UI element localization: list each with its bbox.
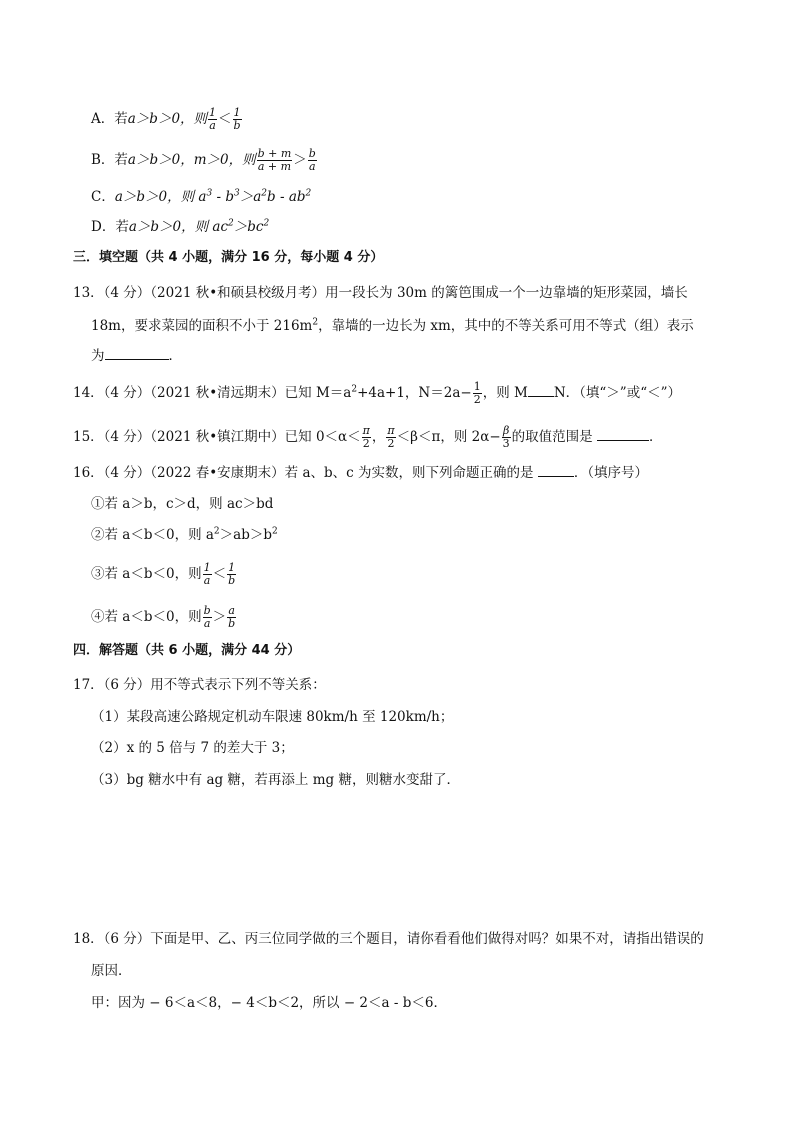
option-d-expression: a＞b＞0，则 $ac^2>bc^2$	[128, 218, 270, 235]
q16-item-3-fraction-1: $\frac{1}{a}$	[203, 561, 211, 587]
q15-fraction-3: $\frac{\beta}{3}$	[502, 424, 510, 450]
option-b-fraction-2: $\frac{b}{a}$	[308, 147, 316, 173]
q18-line-1: 18．（6 分）下面是甲、乙、丙三位同学做的三个题目，请你看看他们做得对吗？如果不对，请指出错误的	[73, 931, 704, 947]
q17-sub-3: （3）bg 糖水中有 ag 糖，若再添上 mg 糖，则糖水变甜了．	[91, 772, 460, 788]
q16-stem: 16．（4 分）（2022 春•安康期末）若 a、b、c 为实数，则下列命题正确的是 ．（填序号）	[73, 462, 648, 483]
q17-sub-1: （1）某段高速公路规定机动车限速 80km/h 至 120km/h；	[91, 709, 454, 725]
q16-item-4-fraction-1: $\frac{b}{a}$	[203, 604, 211, 630]
option-d-label: D．若	[91, 219, 129, 235]
option-b-condition: a＞b＞0，m＞0，则	[127, 152, 256, 168]
q17-stem: 17．（6 分）用不等式表示下列不等关系：	[73, 677, 326, 693]
option-c-expression: a＞b＞0，则 $a^3 - b^3>a^2b - ab^2$	[114, 188, 312, 205]
q14-fraction: $\frac{1}{2}$	[473, 380, 481, 406]
q16-item-4: ④若 a＜b＜0，则 $\frac{b}{a}$ ＞ $\frac{a}{b}$	[91, 604, 236, 630]
option-c	[91, 187, 311, 207]
q15-fraction-1: $\frac{\pi}{2}$	[362, 424, 370, 450]
option-a-fraction-2: $\frac{1}{b}$	[233, 106, 241, 132]
section-4-heading: 四．解答题（共 6 小题，满分 44 分）	[73, 643, 301, 658]
q18-line-3: 甲：因为 − 6＜a＜8，− 4＜b＜2，所以 − 2＜a - b＜6．	[91, 995, 447, 1011]
q13-line-2: 18m，要求菜园的面积不小于 $216m^2$，靠墙的一边长为 xm，其中的不等关系可用不等式（组）表示	[91, 317, 694, 334]
q16-item-3: ③若 a＜b＜0，则 $\frac{1}{a}$ ＜ $\frac{1}{b}$	[91, 561, 236, 587]
option-b-relation: ＞	[293, 152, 307, 168]
q17-sub-2: （2）x 的 5 倍与 7 的差大于 3；	[91, 740, 294, 756]
option-a-label: A．若	[91, 111, 128, 127]
option-a-condition: a＞b＞0，则	[127, 111, 208, 127]
q15-answer-blank[interactable]	[597, 426, 649, 441]
q16-item-4-fraction-2: $\frac{a}{b}$	[228, 604, 236, 630]
option-c-label: C．	[91, 189, 115, 205]
q16-item-2: ②若 a＜b＜0，则 $a^2>ab>b^2$	[91, 526, 278, 543]
option-a	[91, 107, 243, 132]
q16-item-3-fraction-2: $\frac{1}{b}$	[228, 561, 236, 587]
q14: 14．（4 分）（2021 秋•清远期末）已知 $M=a^2+4a+1$，N＝2a− $\frac{1}{2}$ ，则 M N．（填“＞”或“＜”）	[73, 380, 681, 406]
option-b	[91, 148, 318, 173]
q18-line-2: 原因．	[91, 963, 132, 979]
section-3-heading: 三．填空题（共 4 小题，满分 16 分，每小题 4 分）	[73, 250, 384, 265]
q15: 15．（4 分）（2021 秋•镇江期中）已知 0＜α＜ $\frac{\pi}{2}$ ， $\frac{\pi}{2}$ ＜β＜π，则 2α− $\frac{\beta}{3}$ 的取值范围是 ．	[73, 424, 663, 450]
q16-answer-blank[interactable]	[538, 462, 574, 477]
q13-line-1: 13．（4 分）（2021 秋•和硕县校级月考）用一段长为 30m 的篱笆围成一个一边靠墙的矩形菜园，墙长	[73, 285, 688, 301]
option-a-fraction-1: $\frac{1}{a}$	[209, 106, 217, 132]
q16-item-1: ①若 a＞b，c＞d，则 ac＞bd	[91, 496, 274, 512]
option-a-relation: ＜	[218, 111, 232, 127]
option-d	[91, 217, 269, 237]
q15-fraction-2: $\frac{\pi}{2}$	[387, 424, 395, 450]
option-b-label: B．若	[91, 152, 128, 168]
q13-answer-blank[interactable]	[105, 345, 169, 360]
q13-line-3: 为 ．	[91, 345, 182, 366]
option-b-fraction-1: $\frac{b + m}{a + m}$	[257, 147, 292, 173]
q14-answer-blank[interactable]	[528, 382, 554, 397]
